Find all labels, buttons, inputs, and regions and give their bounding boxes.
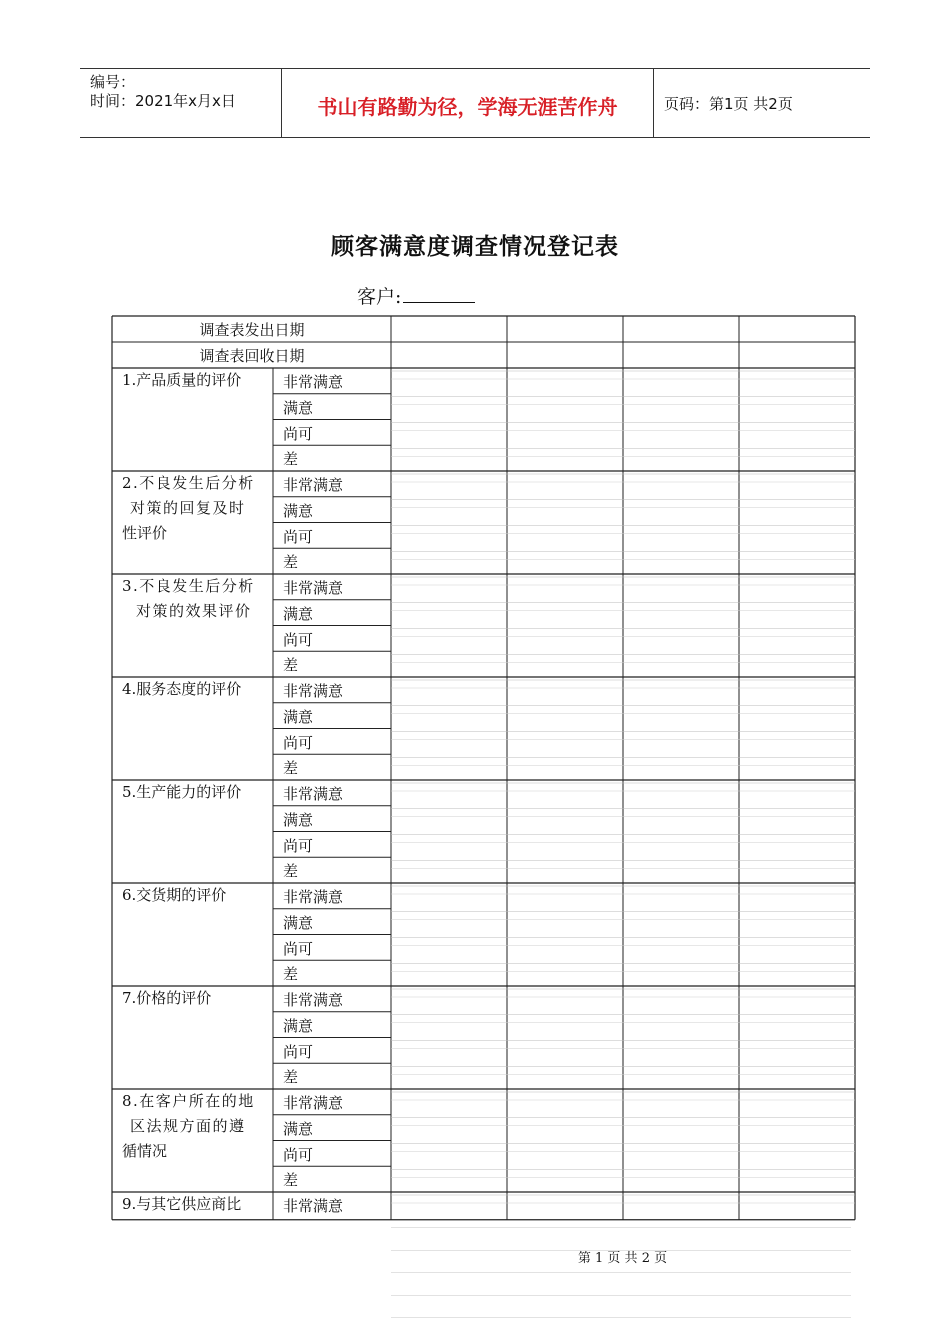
category-label [122,574,269,624]
time-label: 时间：2021年x月x日 [90,92,236,110]
rating-label: 非常满意 [283,476,344,494]
category-label [122,677,269,702]
page-footer: 第 1 页 共 2 页 [577,1251,668,1266]
issue-date-label: 调查表发出日期 [199,321,305,339]
category-line: 2.不良发生后分析 [122,474,255,492]
rating-label: 差 [283,450,299,469]
category-label [122,986,269,1011]
rating-label: 差 [283,965,299,984]
rating-label: 尚可 [283,424,314,443]
rating-label: 尚可 [283,733,314,752]
rating-label: 差 [283,759,299,778]
customer-label: 客户: [357,286,402,308]
rating-label: 差 [283,553,299,572]
motto: 书山有路勤为径，学海无涯苦作舟 [317,95,618,119]
page-number-label: 页码：第1页 共2页 [664,95,793,113]
rating-label: 尚可 [283,1042,314,1061]
rating-label: 非常满意 [283,1197,344,1215]
category-label [122,1192,269,1217]
rating-label: 尚可 [283,939,314,958]
number-label: 编号： [90,73,136,91]
rating-label: 非常满意 [283,1094,344,1112]
category-line: 7.价格的评价 [122,989,212,1007]
rating-label: 非常满意 [283,991,344,1009]
rating-label: 满意 [283,1016,314,1035]
category-label [122,1089,269,1164]
category-label [122,883,269,908]
rating-label: 尚可 [283,527,314,546]
rating-label: 满意 [283,398,314,417]
category-line: 4.服务态度的评价 [122,680,242,698]
rating-label: 满意 [283,501,314,520]
rating-label: 满意 [283,604,314,623]
rating-label: 满意 [283,707,314,726]
document-title: 顾客满意度调查情况登记表 [331,233,619,260]
category-line: 5.生产能力的评价 [122,783,242,801]
rating-label: 非常满意 [283,373,344,391]
rating-label: 非常满意 [283,579,344,597]
category-label [122,471,269,546]
category-label [122,780,269,805]
rating-label: 差 [283,1068,299,1087]
category-line: 6.交货期的评价 [122,886,227,904]
category-line: 1.产品质量的评价 [122,371,242,389]
rating-label: 差 [283,862,299,881]
rating-label: 差 [283,1171,299,1190]
rating-label: 非常满意 [283,682,344,700]
rating-label: 尚可 [283,630,314,649]
category-line: 循情况 [122,1142,168,1160]
rating-label: 满意 [283,810,314,829]
rating-label: 非常满意 [283,888,344,906]
rating-label: 满意 [283,913,314,932]
rating-label: 满意 [283,1119,314,1138]
category-line: 对策的回复及时 [130,499,246,517]
rating-label: 差 [283,656,299,675]
category-line: 对策的效果评价 [136,602,252,620]
category-line: 8.在客户所在的地 [122,1092,255,1110]
rating-label: 尚可 [283,836,314,855]
return-date-label: 调查表回收日期 [199,347,305,365]
rating-label: 尚可 [283,1145,314,1164]
rating-label: 非常满意 [283,785,344,803]
category-line: 3.不良发生后分析 [122,577,255,595]
category-line: 性评价 [122,524,168,542]
category-label [122,368,269,393]
category-line: 9.与其它供应商比 [122,1195,242,1213]
category-line: 区法规方面的遵 [130,1117,246,1135]
